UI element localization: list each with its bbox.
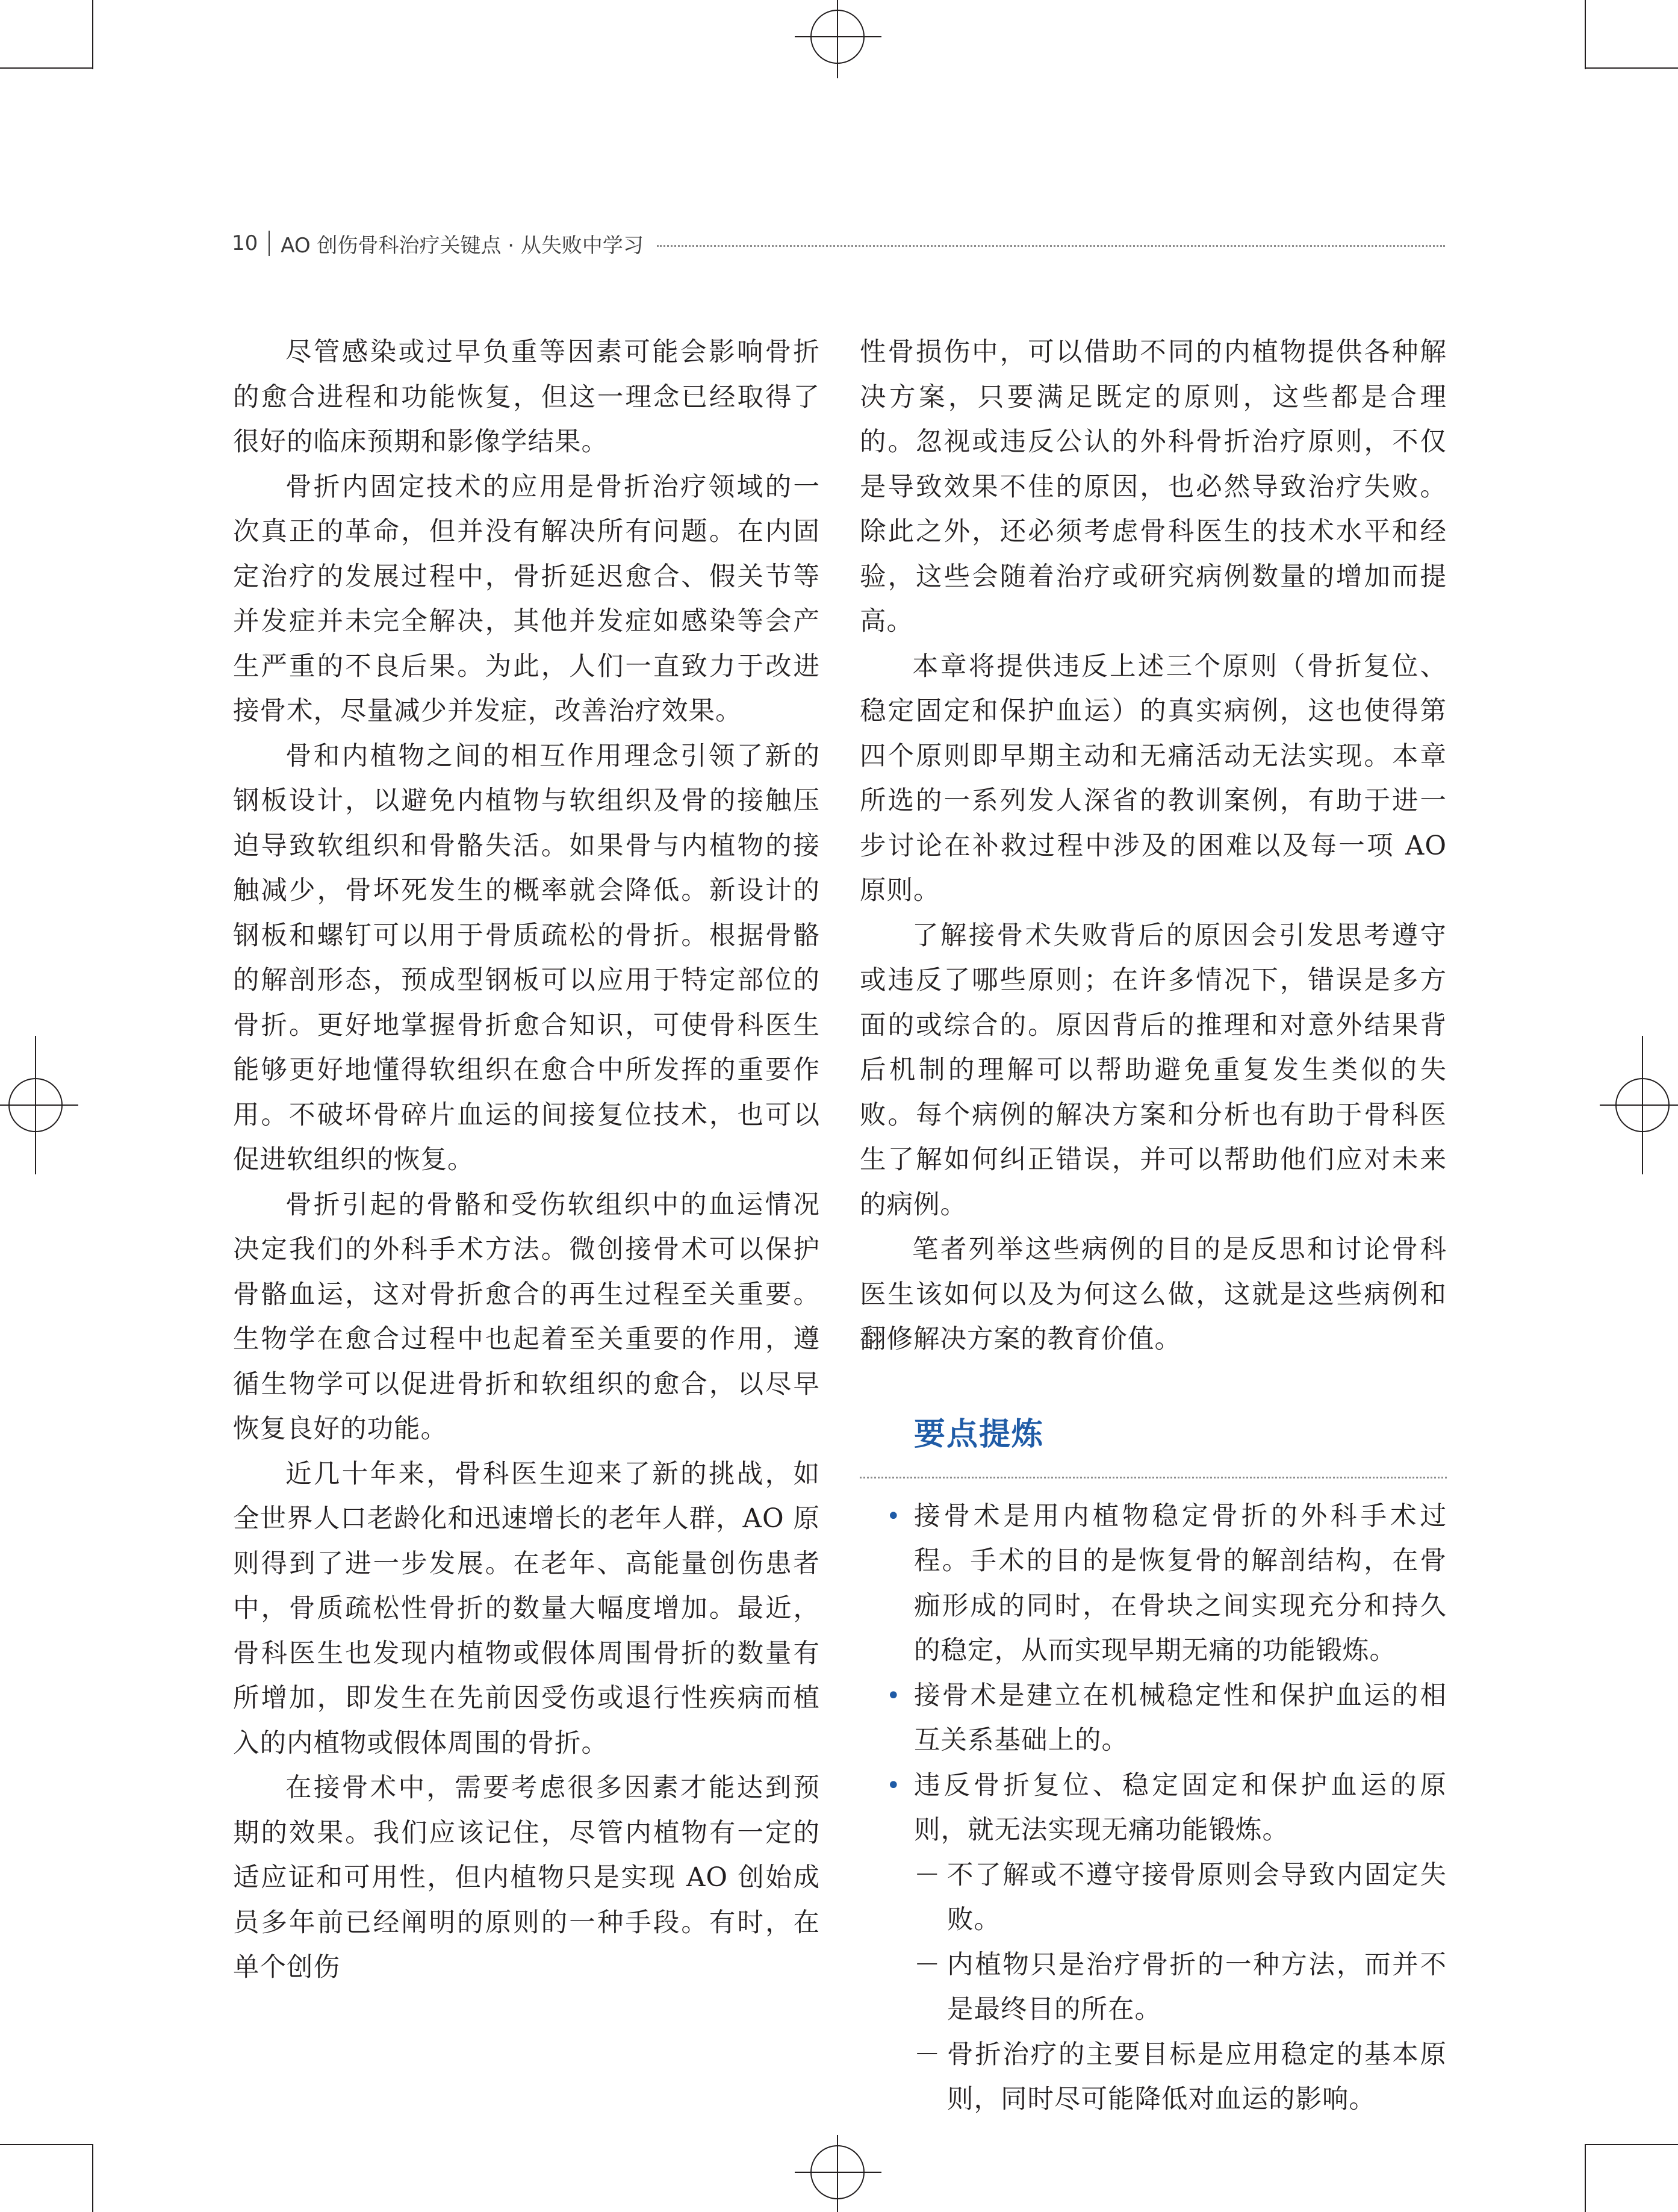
list-item	[860, 1494, 1447, 1674]
body-paragraph: 尽管感染或过早负重等因素可能会影响骨折的愈合进程和功能恢复，但这一理念已经取得了很好的临床预期和影像学结果。	[233, 337, 820, 457]
bullet-icon: •	[886, 1681, 901, 1710]
key-points-list	[860, 1494, 1447, 1853]
key-points-heading: 要点提炼	[914, 1416, 1045, 1453]
body-paragraph: 骨和内植物之间的相互作用理念引领了新的钢板设计，以避免内植物与软组织及骨的接触压迫导致软组织和骨骼失活。如果骨与内植物的接触减少，骨坏死发生的概率就会降低。新设计的钢板和螺钉可以用于骨质疏松的骨折。根据骨骼的解剖形态，预成型钢板可以应用于特定部位的骨折。更好地掌握骨折愈合知识，可使骨科医生能够更好地懂得软组织在愈合中所发挥的重要作用。不破坏骨碎片血运的间接复位技术，也可以促进软组织的恢复。	[233, 741, 820, 1175]
body-paragraph: 了解接骨术失败背后的原因会引发思考遵守或违反了哪些原则；在许多情况下，错误是多方面的或综合的。原因背后的推理和对意外结果背后机制的理解可以帮助避免重复发生类似的失败。每个病例的解决方案和分析也有助于骨科医生了解如何纠正错误，并可以帮助他们应对未来的病例。	[860, 920, 1447, 1220]
dash-icon: －	[914, 1860, 941, 1890]
body-paragraph: 骨折引起的骨骼和受伤软组织中的血运情况决定我们的外科手术方法。微创接骨术可以保护骨骼血运，这对骨折愈合的再生过程至关重要。生物学在愈合过程中也起着至关重要的作用，遵循生物学可以促进骨折和软组织的愈合，以尽早恢复良好的功能。	[233, 1189, 820, 1444]
left-column	[233, 330, 820, 1990]
list-item	[860, 1674, 1447, 1763]
sub-bullet-text: 骨折治疗的主要目标是应用稳定的基本原则，同时尽可能降低对血运的影响。	[947, 2039, 1447, 2114]
dash-icon: －	[914, 1949, 941, 1980]
list-item	[860, 1943, 1447, 2033]
continued-paragraph: 性骨损伤中，可以借助不同的内植物提供各种解决方案，只要满足既定的原则，这些都是合理的。忽视或违反公认的外科骨折治疗原则，不仅是导致效果不佳的原因，也必然导致治疗失败。除此之外，还必须考虑骨科医生的技术水平和经验，这些会随着治疗或研究病例数量的增加而提高。	[860, 337, 1447, 637]
dash-icon: －	[914, 2039, 941, 2070]
header-dotted-rule	[657, 245, 1445, 247]
body-paragraph: 近几十年来，骨科医生迎来了新的挑战，如全世界人口老龄化和迅速增长的老年人群，AO 原则得到了进一步发展。在老年、高能量创伤患者中，骨质疏松性骨折的数量大幅度增加。最近，骨科医生也发现内植物或假体周围骨折的数量有所增加，即发生在先前因受伤或退行性疾病而植入的内植物或假体周围的骨折。	[233, 1459, 820, 1759]
header-divider	[269, 231, 270, 256]
list-item	[860, 1763, 1447, 1853]
body-paragraph: 骨折内固定技术的应用是骨折治疗领域的一次真正的革命，但并没有解决所有问题。在内固定治疗的发展过程中，骨折延迟愈合、假关节等并发症并未完全解决，其他并发症如感染等会产生严重的不良后果。为此，人们一直致力于改进接骨术，尽量减少并发症，改善治疗效果。	[233, 472, 820, 726]
body-paragraph: 笔者列举这些病例的目的是反思和讨论骨科医生该如何以及为何这么做，这就是这些病例和翻修解决方案的教育价值。	[860, 1235, 1447, 1354]
bullet-icon: •	[886, 1771, 901, 1799]
page-number: 10	[232, 231, 258, 255]
list-item	[860, 2033, 1447, 2122]
sub-bullet-text: 内植物只是治疗骨折的一种方法，而并不是最终目的所在。	[947, 1949, 1447, 2025]
section-dotted-rule	[860, 1477, 1447, 1478]
bullet-text: 违反骨折复位、稳定固定和保护血运的原则，就无法实现无痛功能锻炼。	[914, 1770, 1447, 1845]
right-column	[860, 330, 1447, 2122]
running-header	[232, 224, 1445, 263]
key-points-sublist	[860, 1853, 1447, 2122]
sub-bullet-text: 不了解或不遵守接骨原则会导致内固定失败。	[947, 1860, 1447, 1935]
body-paragraph: 本章将提供违反上述三个原则（骨折复位、稳定固定和保护血运）的真实病例，这也使得第四个原则即早期主动和无痛活动无法实现。本章所选的一系列发人深省的教训案例，有助于进一步讨论在补救过程中涉及的困难以及每一项 AO 原则。	[860, 651, 1447, 906]
bullet-text: 接骨术是用内植物稳定骨折的外科手术过程。手术的目的是恢复骨的解剖结构，在骨痂形成的同时，在骨块之间实现充分和持久的稳定，从而实现早期无痛的功能锻炼。	[914, 1501, 1447, 1666]
bullet-icon: •	[886, 1502, 901, 1530]
running-title: AO 创伤骨科治疗关键点 · 从失败中学习	[281, 233, 644, 258]
body-paragraph: 在接骨术中，需要考虑很多因素才能达到预期的效果。我们应该记住，尽管内植物有一定的适应证和可用性，但内植物只是实现 AO 创始成员多年前已经阐明的原则的一种手段。有时，在单个创伤	[233, 1773, 820, 1983]
bullet-text: 接骨术是建立在机械稳定性和保护血运的相互关系基础上的。	[914, 1680, 1447, 1756]
list-item	[860, 1853, 1447, 1943]
